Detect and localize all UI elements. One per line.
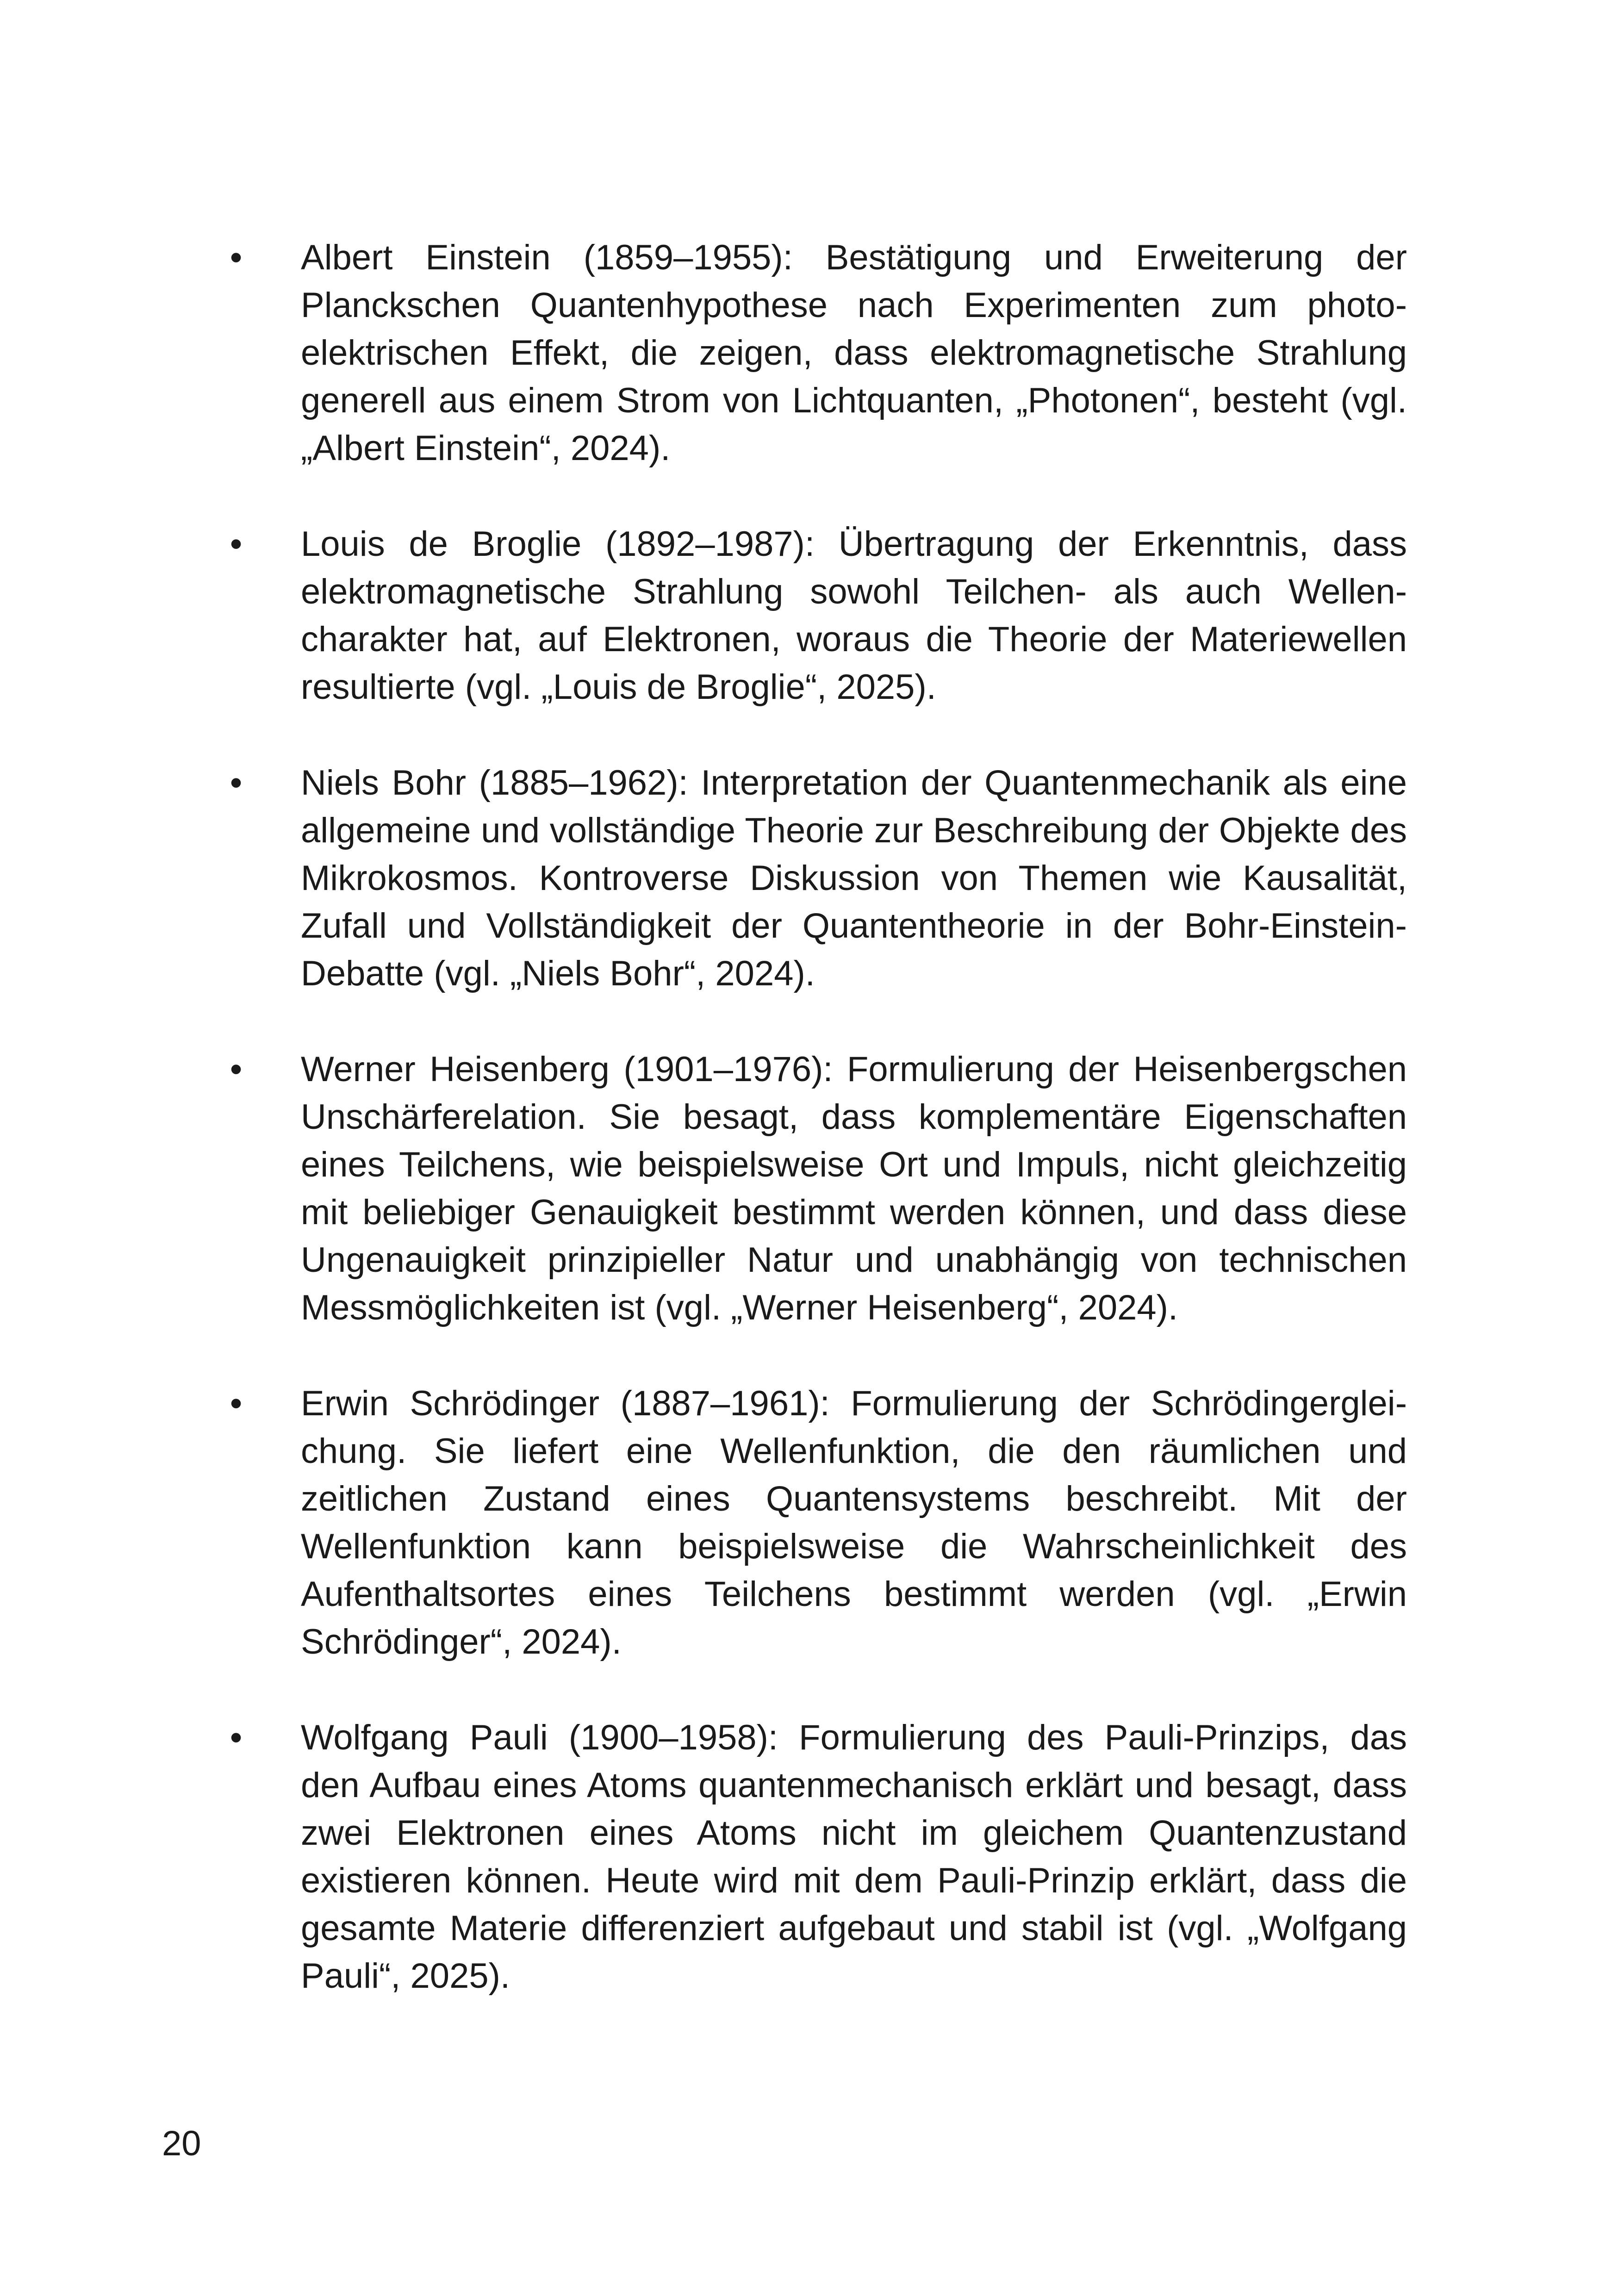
- bullet-marker: •: [230, 1384, 243, 1423]
- list-item-einstein: [222, 234, 1407, 472]
- physicist-bullet-list: [222, 234, 1407, 2048]
- list-item-pauli: [222, 1714, 1407, 2000]
- page-number: 20: [162, 2124, 201, 2163]
- bullet-marker: •: [230, 524, 243, 564]
- list-item-bohr: [222, 759, 1407, 997]
- list-item-text: Louis de Broglie (1892–1987): Übertragung der Erkenntnis, dass elektromagnetische Strahlung sowohl Teilchen- als auch Wellencharakter hat, auf Elektronen, woraus die Theorie der Materiewellen resultierte (vgl. „Louis de Broglie“, 2025).: [301, 524, 1407, 707]
- bullet-marker: •: [230, 1050, 243, 1089]
- list-item-text: Werner Heisenberg (1901–1976): Formulierung der Heisenbergschen Unschärferelation. Sie besagt, dass komplementäre Eigenschaften eines Teilchens, wie beispielsweise Ort und Impuls, nicht gleichzeitig mit beliebiger Genauigkeit bestimmt werden können, und dass diese Ungenauigkeit prinzipieller Natur und unabhängig von technischen Messmöglichkeiten ist (vgl. „Werner Heisenberg“, 2024).: [301, 1050, 1407, 1327]
- list-item-schroedinger: [222, 1380, 1407, 1666]
- bullet-marker: •: [230, 763, 243, 803]
- list-item-de-broglie: [222, 520, 1407, 711]
- list-item-text: Niels Bohr (1885–1962): Interpretation der Quantenmechanik als eine allgemeine und vollständige Theorie zur Beschreibung der Objekte des Mikrokosmos. Kontroverse Diskussion von Themen wie Kausalität, Zufall und Vollständigkeit der Quantentheorie in der Bohr-Einstein-Debatte (vgl. „Niels Bohr“, 2024).: [301, 763, 1407, 993]
- list-item-text: Wolfgang Pauli (1900–1958): Formulierung des Pauli-Prinzips, das den Aufbau eines Atoms quantenmechanisch erklärt und besagt, dass zwei Elektronen eines Atoms nicht im gleichem Quantenzustand existieren können. Heute wird mit dem Pauli-Prinzip erklärt, dass die gesamte Materie differenziert aufgebaut und stabil ist (vgl. „Wolfgang Pauli“, 2025).: [301, 1718, 1407, 1996]
- bullet-marker: •: [230, 1718, 243, 1757]
- list-item-text: Albert Einstein (1859–1955): Bestätigung und Erweiterung der Planckschen Quantenhypothese nach Experimenten zum photoelektrischen Effekt, die zeigen, dass elektromagnetische Strahlung generell aus einem Strom von Lichtquanten, „Photonen“, besteht (vgl. „Albert Einstein“, 2024).: [301, 238, 1407, 468]
- list-item-text: Erwin Schrödinger (1887–1961): Formulierung der Schrödingergleichung. Sie liefert eine Wellenfunktion, die den räumlichen und zeitlichen Zustand eines Quantensystems beschreibt. Mit der Wellenfunktion kann beispielsweise die Wahrscheinlichkeit des Aufenthaltsortes eines Teilchens bestimmt werden (vgl. „Erwin Schrödinger“, 2024).: [301, 1384, 1407, 1661]
- bullet-marker: •: [230, 238, 243, 277]
- list-item-heisenberg: [222, 1045, 1407, 1332]
